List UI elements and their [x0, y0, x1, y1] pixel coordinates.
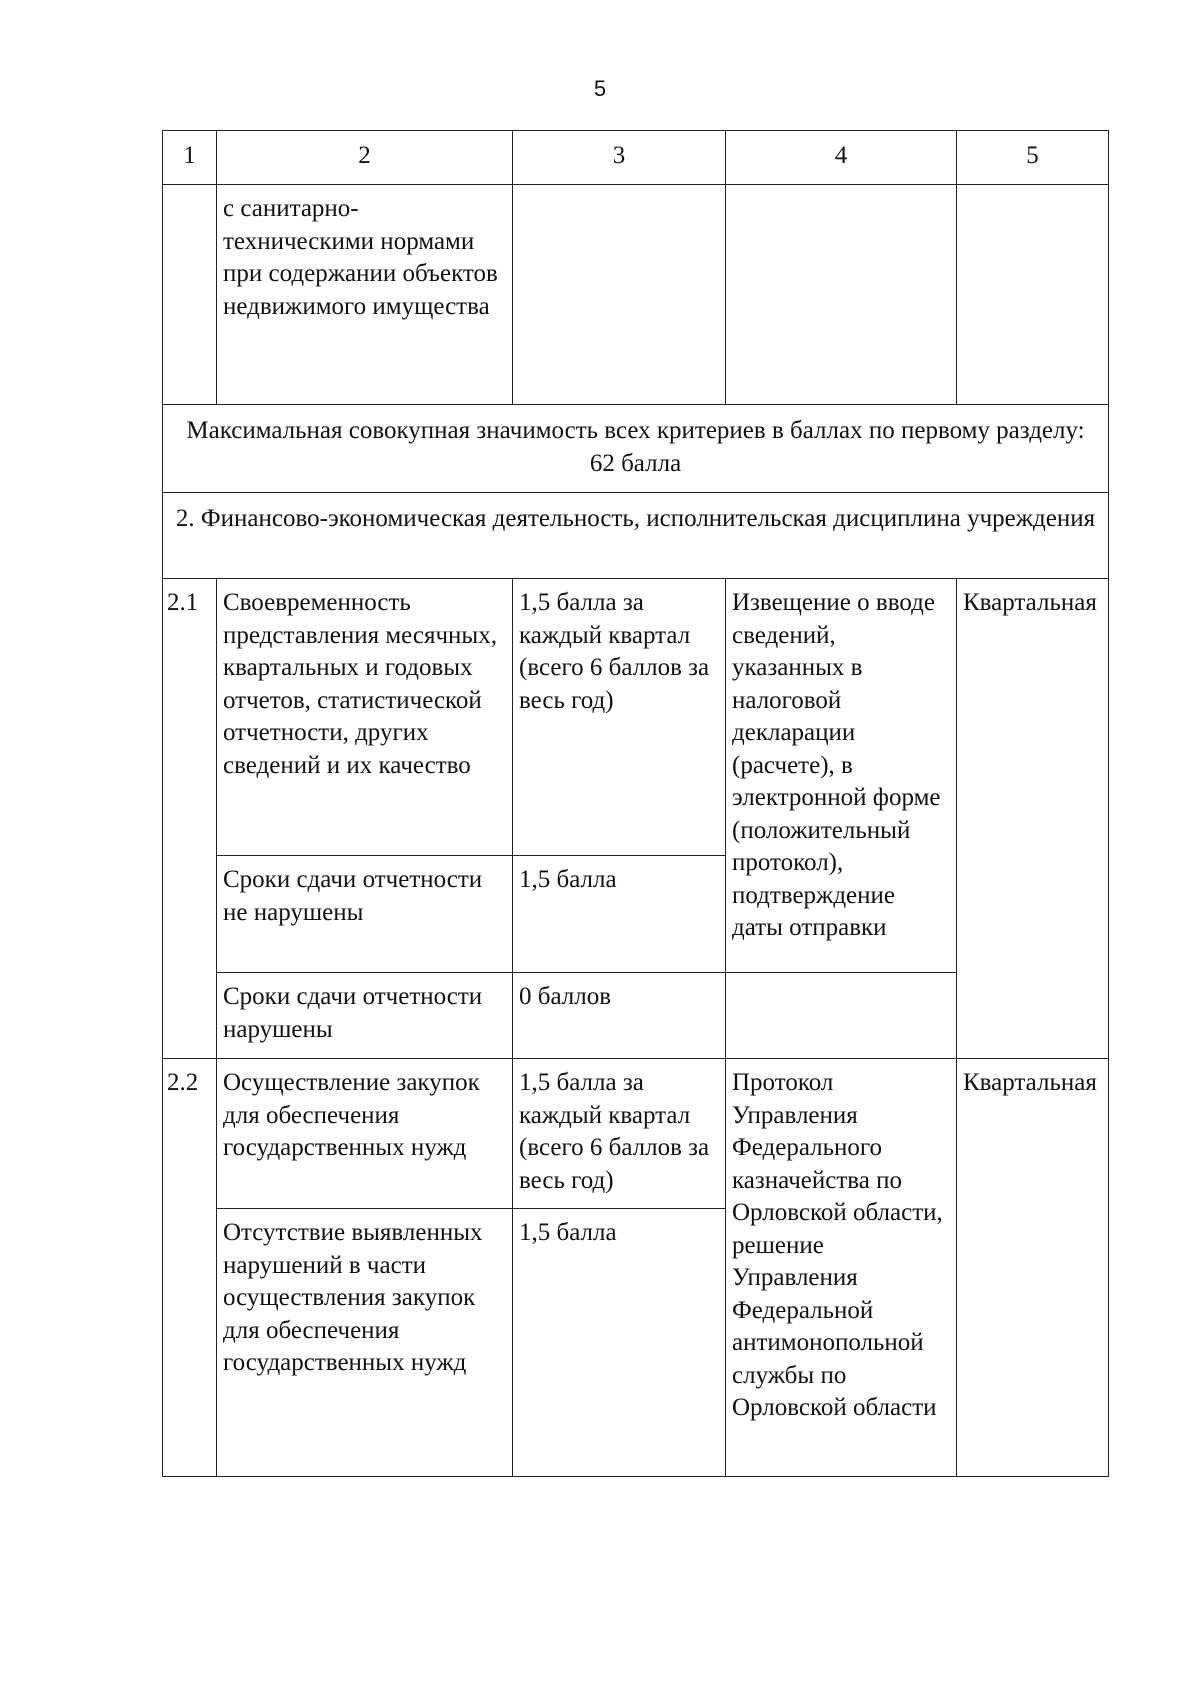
item-2-2-number: 2.2	[163, 1059, 217, 1477]
table-header-row	[163, 131, 1109, 185]
header-col-3: 3	[513, 131, 726, 185]
section1-total: Максимальная совокупная значимость всех критериев в баллах по первому разделу: 62 балла	[163, 405, 1109, 493]
continued-row-criterion: с санитарно-техническими нормами при содержании объектов недвижимого имущества	[217, 185, 513, 405]
item-2-1-criterion: Своевременность представления месячных, квартальных и годовых отчетов, статистической отчетности, других сведений и их качество	[217, 579, 513, 856]
continued-row-col1	[163, 185, 217, 405]
item-2-2-score: 1,5 балла за каждый квартал (всего 6 баллов за весь год)	[513, 1059, 726, 1209]
table-row	[163, 185, 1109, 405]
item-2-2-source: Протокол Управления Федерального казначейства по Орловской области, решение Управления Федеральной антимонопольной службы по Орловской области	[726, 1059, 957, 1477]
section2-title-row	[163, 493, 1109, 579]
section1-total-row	[163, 405, 1109, 493]
header-col-5: 5	[957, 131, 1109, 185]
item-2-2-sub-1-criterion: Отсутствие выявленных нарушений в части осуществления закупок для обеспечения государственных нужд	[217, 1209, 513, 1477]
item-2-1-sub-1-score: 1,5 балла	[513, 856, 726, 973]
item-2-1-source-empty	[726, 973, 957, 1059]
item-2-1-source: Извещение о вводе сведений, указанных в налоговой декларации (расчете), в электронной форме (положительный протокол), подтверждение даты отправки	[726, 579, 957, 973]
item-2-1-number: 2.1	[163, 579, 217, 1059]
continued-row-col3	[513, 185, 726, 405]
criteria-table	[162, 130, 1109, 1477]
item-2-1-sub-2-score: 0 баллов	[513, 973, 726, 1059]
item-2-1-period: Квартальная	[957, 579, 1109, 1059]
page-number: 5	[593, 76, 607, 101]
item-2-2-period: Квартальная	[957, 1059, 1109, 1477]
header-col-1: 1	[163, 131, 217, 185]
table-row	[163, 579, 1109, 856]
item-2-2-criterion: Осуществление закупок для обеспечения государственных нужд	[217, 1059, 513, 1209]
item-2-1-sub-1-criterion: Сроки сдачи отчетности не нарушены	[217, 856, 513, 973]
item-2-1-sub-2-criterion: Сроки сдачи отчетности нарушены	[217, 973, 513, 1059]
item-2-1-score: 1,5 балла за каждый квартал (всего 6 баллов за весь год)	[513, 579, 726, 856]
header-col-4: 4	[726, 131, 957, 185]
continued-row-col4	[726, 185, 957, 405]
item-2-2-sub-1-score: 1,5 балла	[513, 1209, 726, 1477]
section2-title: 2. Финансово-экономическая деятельность, исполнительская дисциплина учреждения	[163, 493, 1109, 579]
header-col-2: 2	[217, 131, 513, 185]
continued-row-col5	[957, 185, 1109, 405]
table-row	[163, 1059, 1109, 1209]
